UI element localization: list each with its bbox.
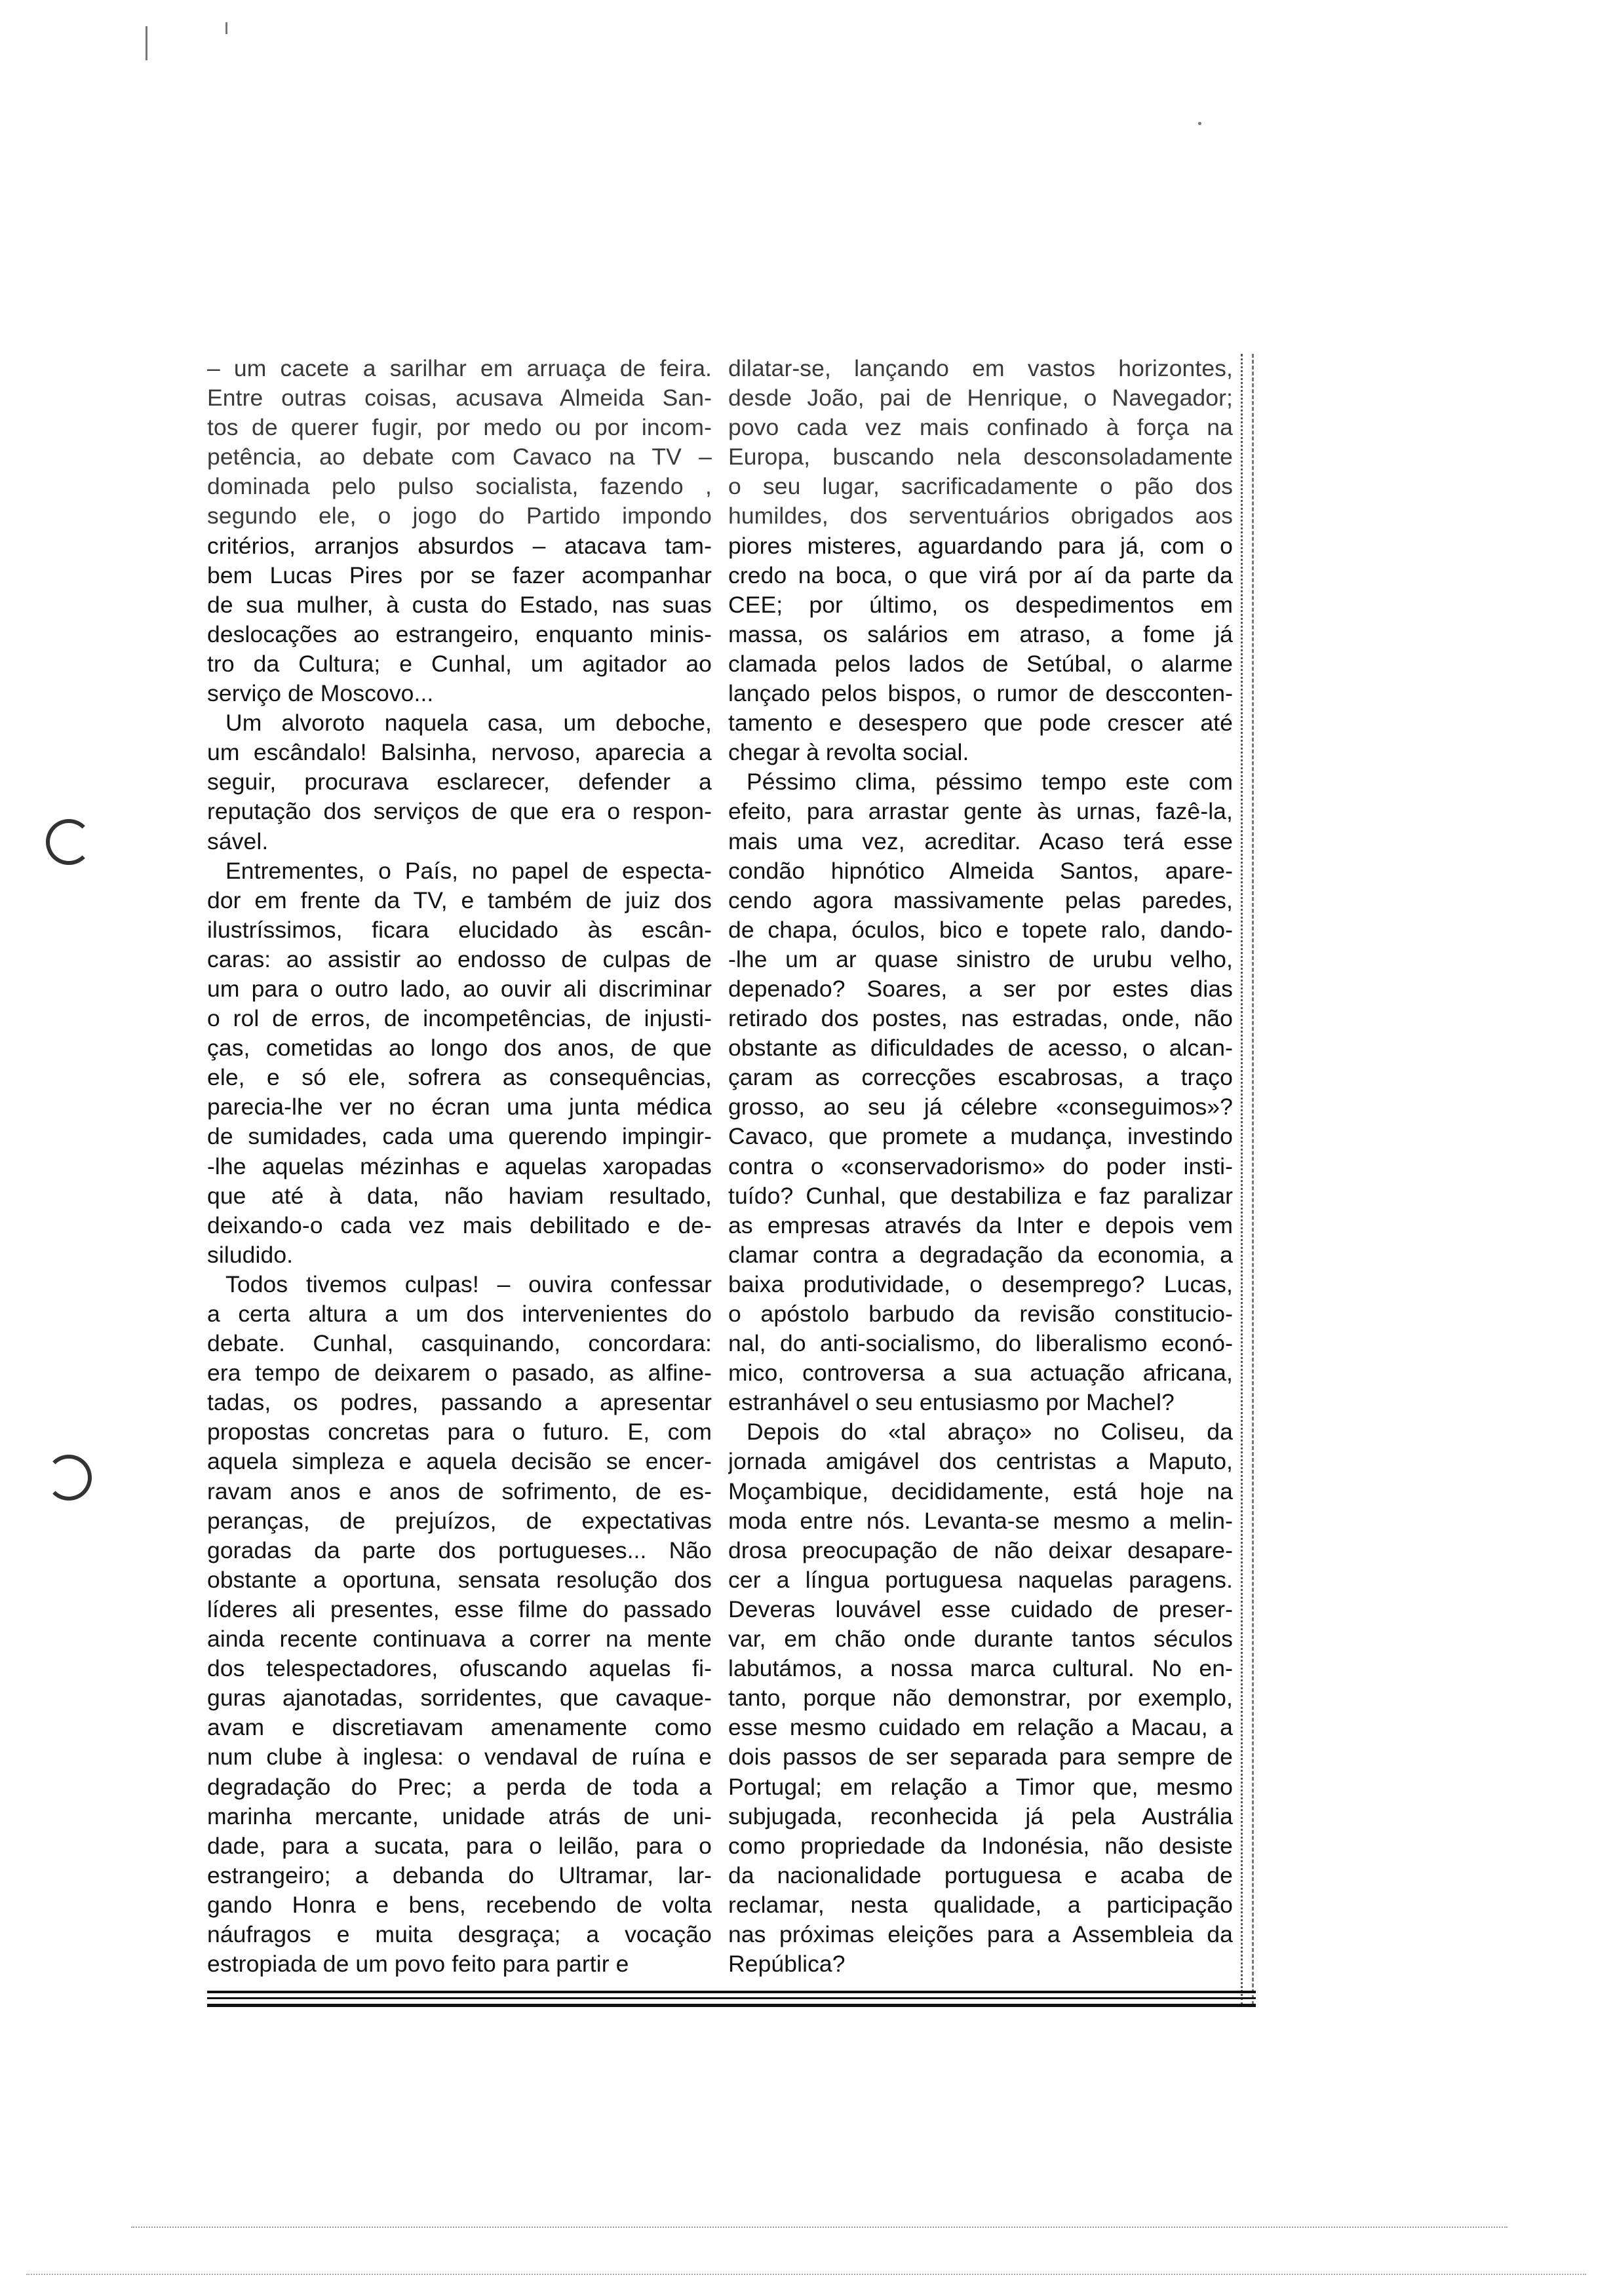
- text-line: caras: ao assistir ao endosso de culpas de: [207, 946, 712, 972]
- text-line: Todos tivemos culpas! – ouvira confessar: [225, 1271, 712, 1297]
- text-line: deixando-o cada vez mais debilitado e de-: [207, 1212, 712, 1238]
- text-line: ilustríssimos, ficara elucidado às escân-: [207, 916, 712, 943]
- text-line: dos telespectadores, ofuscando aquelas fi-: [207, 1655, 712, 1682]
- text-line: ele, e só ele, sofrera as consequências,: [207, 1064, 712, 1091]
- text-line: povo cada vez mais confinado à força na: [728, 414, 1233, 441]
- text-line: debate. Cunhal, casquinando, concordara:: [207, 1330, 712, 1357]
- text-line: tadas, os podres, passando a apresentar: [207, 1389, 712, 1416]
- text-line: ainda recente continuava a correr na mente: [207, 1626, 712, 1653]
- text-line: que até à data, não haviam resultado,: [207, 1182, 712, 1209]
- text-line: líderes ali presentes, esse filme do passado: [207, 1596, 712, 1622]
- text-line: tamento e desespero que pode crescer até: [728, 710, 1233, 737]
- text-line: República?: [728, 1951, 846, 1978]
- text-line: labutámos, a nossa marca cultural. No en-: [728, 1655, 1233, 1682]
- text-line: peranças, de prejuízos, de expectativas: [207, 1507, 712, 1534]
- text-line: goradas da parte dos portugueses... Não: [207, 1537, 712, 1563]
- text-line: dor em frente da TV, e também de juiz dos: [207, 887, 712, 913]
- scan-noise: [131, 2227, 1508, 2228]
- text-line: -lhe aquelas mézinhas e aquelas xaropadas: [207, 1153, 712, 1179]
- text-line: esse mesmo cuidado em relação a Macau, a: [728, 1714, 1233, 1741]
- text-line: de chapa, óculos, bico e topete ralo, dando-: [728, 916, 1233, 943]
- text-line: mico, controversa a sua actuação africana,: [728, 1360, 1233, 1387]
- text-line: bem Lucas Pires por se fazer acompanhar: [207, 562, 712, 588]
- text-line: obstante as dificuldades de acesso, o alcan-: [728, 1035, 1233, 1062]
- bottom-rule: [207, 1991, 1256, 1993]
- text-line: como propriedade da Indonésia, não desiste: [728, 1832, 1233, 1859]
- text-line: retirado dos postes, nas estradas, onde, não: [728, 1005, 1233, 1032]
- text-line: Um alvoroto naquela casa, um deboche,: [225, 710, 712, 737]
- text-line: Portugal; em relação a Timor que, mesmo: [728, 1773, 1233, 1800]
- text-line: siludido.: [207, 1241, 294, 1268]
- text-line: moda entre nós. Levanta-se mesmo a melin-: [728, 1507, 1233, 1534]
- text-line: subjugada, reconhecida já pela Austrália: [728, 1803, 1233, 1829]
- text-line: num clube à inglesa: o vendaval de ruína e: [207, 1744, 712, 1770]
- text-line: ças, cometidas ao longo dos anos, de que: [207, 1035, 712, 1062]
- text-line: dois passos de ser separada para sempre de: [728, 1744, 1233, 1770]
- text-line: Entre outras coisas, acusava Almeida San-: [207, 385, 712, 411]
- text-line: seguir, procurava esclarecer, defender a: [207, 769, 712, 795]
- text-line: Cavaco, que promete a mudança, investindo: [728, 1123, 1233, 1150]
- text-line: de sumidades, cada uma querendo impingir-: [207, 1123, 712, 1150]
- text-line: -lhe um ar quase sinistro de urubu velho,: [728, 946, 1233, 972]
- text-line: desde João, pai de Henrique, o Navegador;: [728, 385, 1233, 411]
- text-line: as empresas através da Inter e depois vem: [728, 1212, 1233, 1238]
- text-line: propostas concretas para o futuro. E, com: [207, 1419, 712, 1445]
- text-line: – um cacete a sarilhar em arruaça de feira.: [207, 355, 712, 381]
- text-line: depenado? Soares, a ser por estes dias: [728, 975, 1233, 1002]
- text-line: ravam anos e anos de sofrimento, de es-: [207, 1478, 712, 1504]
- text-line: deslocações ao estrangeiro, enquanto minis-: [207, 621, 712, 647]
- text-line: estropiada de um povo feito para partir e: [207, 1951, 629, 1978]
- text-line: Péssimo clima, péssimo tempo este com: [747, 769, 1233, 795]
- text-line: marinha mercante, unidade atrás de uni-: [207, 1803, 712, 1829]
- text-line: grosso, ao seu já célebre «conseguimos»?: [728, 1094, 1233, 1120]
- text-line: chegar à revolta social.: [728, 739, 969, 766]
- text-line: o rol de erros, de incompetências, de injusti-: [207, 1005, 712, 1032]
- text-line: obstante a oportuna, sensata resolução dos: [207, 1566, 712, 1593]
- text-line: o seu lugar, sacrificadamente o pão dos: [728, 473, 1233, 500]
- scan-dot: [1198, 122, 1201, 125]
- text-line: reclamar, nesta qualidade, a participação: [728, 1891, 1233, 1918]
- text-line: um para o outro lado, ao ouvir ali discriminar: [207, 975, 712, 1002]
- text-line: avam e discretiavam amenamente como: [207, 1714, 712, 1741]
- text-line: massa, os salários em atraso, a fome já: [728, 621, 1233, 647]
- text-line: CEE; por último, os despedimentos em: [728, 591, 1233, 618]
- text-line: dade, para a sucata, para o leilão, para o: [207, 1832, 712, 1859]
- bottom-rule: [207, 2004, 1256, 2007]
- text-line: o apóstolo barbudo da revisão constitucio-: [728, 1301, 1233, 1327]
- punch-hole: [46, 819, 92, 865]
- text-line: Deveras louvável esse cuidado de preser-: [728, 1596, 1233, 1622]
- text-line: contra o «conservadorismo» do poder insti-: [728, 1153, 1233, 1179]
- text-line: petência, ao debate com Cavaco na TV –: [207, 444, 712, 470]
- text-line: cer a língua portuguesa naquelas paragens.: [728, 1566, 1233, 1593]
- text-line: cendo agora massivamente pelas paredes,: [728, 887, 1233, 913]
- text-line: çaram as correcções escabrosas, a traço: [728, 1064, 1233, 1091]
- punch-hole: [46, 1455, 92, 1501]
- text-line: drosa preocupação de não deixar desapare-: [728, 1537, 1233, 1563]
- text-line: serviço de Moscovo...: [207, 680, 434, 707]
- text-line: nal, do anti-socialismo, do liberalismo econó-: [728, 1330, 1233, 1357]
- text-line: nas próximas eleições para a Assembleia da: [728, 1921, 1233, 1947]
- scan-mark: [225, 22, 227, 34]
- text-line: Depois do «tal abraço» no Coliseu, da: [747, 1419, 1233, 1445]
- text-line: a certa altura a um dos intervenientes do: [207, 1301, 712, 1327]
- text-line: guras ajanotadas, sorridentes, que cavaque-: [207, 1685, 712, 1712]
- text-line: parecia-lhe ver no écran uma junta médica: [207, 1094, 712, 1120]
- text-line: condão hipnótico Almeida Santos, apare-: [728, 857, 1233, 884]
- text-line: da nacionalidade portuguesa e acaba de: [728, 1862, 1233, 1888]
- text-line: de sua mulher, à custa do Estado, nas suas: [207, 591, 712, 618]
- text-line: piores misteres, aguardando para já, com o: [728, 532, 1233, 559]
- text-line: estrangeiro; a debanda do Ultramar, lar-: [207, 1862, 712, 1888]
- text-line: segundo ele, o jogo do Partido impondo: [207, 503, 712, 529]
- text-line: humildes, dos serventuários obrigados aos: [728, 503, 1233, 529]
- text-line: mais uma vez, acreditar. Acaso terá esse: [728, 828, 1233, 854]
- text-line: Europa, buscando nela desconsoladamente: [728, 444, 1233, 470]
- scan-mark: [146, 26, 147, 60]
- text-line: gando Honra e bens, recebendo de volta: [207, 1891, 712, 1918]
- text-line: dominada pelo pulso socialista, fazendo ,: [207, 473, 712, 500]
- newspaper-article: [207, 354, 1256, 2031]
- bottom-rule: [207, 1997, 1256, 1999]
- text-line: tro da Cultura; e Cunhal, um agitador ao: [207, 650, 712, 677]
- text-line: critérios, arranjos absurdos – atacava tam-: [207, 532, 712, 559]
- text-line: Entrementes, o País, no papel de especta-: [225, 857, 712, 884]
- text-line: tos de querer fugir, por medo ou por incom-: [207, 414, 712, 441]
- text-line: jornada amigável dos centristas a Maputo,: [728, 1448, 1233, 1475]
- text-line: Moçambique, decididamente, está hoje na: [728, 1478, 1233, 1504]
- text-line: dilatar-se, lançando em vastos horizontes,: [728, 355, 1233, 381]
- article-left-column: [207, 354, 712, 1979]
- text-line: lançado pelos bispos, o rumor de descconten-: [728, 680, 1233, 707]
- clipping-edge: [1241, 354, 1254, 2005]
- text-line: estranhável o seu entusiasmo por Machel?: [728, 1389, 1175, 1416]
- text-line: clamada pelos lados de Setúbal, o alarme: [728, 650, 1233, 677]
- text-line: credo na boca, o que virá por aí da parte da: [728, 562, 1233, 588]
- text-line: clamar contra a degradação da economia, a: [728, 1241, 1233, 1268]
- text-line: tuído? Cunhal, que destabiliza e faz paralizar: [728, 1182, 1233, 1209]
- text-line: degradação do Prec; a perda de toda a: [207, 1773, 712, 1800]
- text-line: era tempo de deixarem o pasado, as alfine-: [207, 1360, 712, 1387]
- text-line: tanto, porque não demonstrar, por exemplo,: [728, 1685, 1233, 1712]
- scan-noise: [26, 2274, 1586, 2275]
- text-line: var, em chão onde durante tantos séculos: [728, 1626, 1233, 1653]
- text-line: sável.: [207, 828, 269, 854]
- text-line: aquela simpleza e aquela decisão se encer-: [207, 1448, 712, 1475]
- text-line: um escândalo! Balsinha, nervoso, aparecia a: [207, 739, 712, 766]
- text-line: reputação dos serviços de que era o respon-: [207, 798, 712, 825]
- article-right-column: [728, 354, 1233, 1979]
- text-line: efeito, para arrastar gente às urnas, fazê-la,: [728, 798, 1233, 825]
- text-line: baixa produtividade, o desemprego? Lucas,: [728, 1271, 1233, 1297]
- text-line: náufragos e muita desgraça; a vocação: [207, 1921, 712, 1947]
